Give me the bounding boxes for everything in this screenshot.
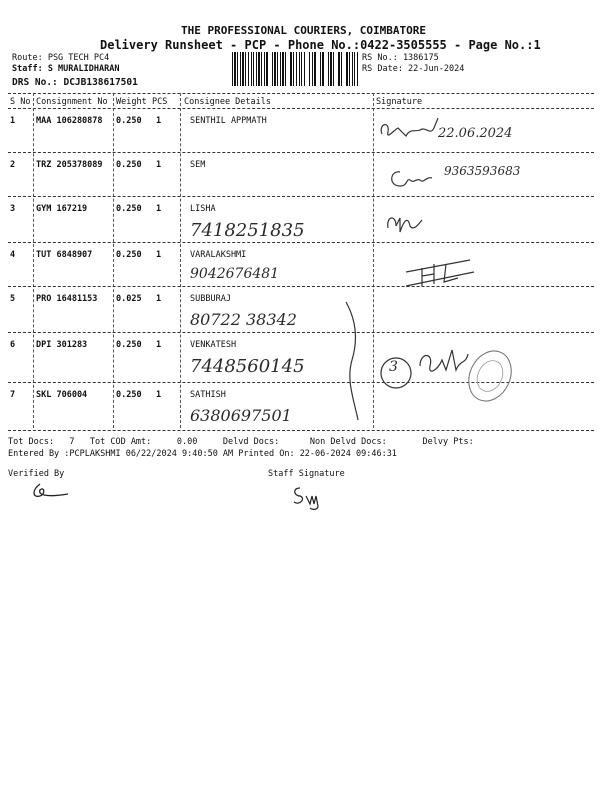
row-divider — [8, 286, 594, 287]
signature-date-1: 22.06.2024 — [438, 126, 513, 141]
signature-row-6 — [372, 340, 512, 410]
row-weight: 0.025 — [116, 294, 142, 304]
route-label: Route: PSG TECH PC4 — [12, 53, 110, 63]
row-pcs: 1 — [156, 390, 162, 400]
col-pcs: PCS — [152, 97, 168, 107]
row-weight: 0.250 — [116, 250, 142, 260]
row-weight: 0.250 — [116, 116, 142, 126]
row-divider — [8, 196, 594, 197]
signature-row-4 — [400, 250, 480, 295]
row-consignee-name: SEM — [190, 160, 206, 170]
row-consignment-no: TUT 6848907 — [36, 250, 93, 260]
row-consignment-no: PRO 16481153 — [36, 294, 98, 304]
row-weight: 0.250 — [116, 204, 142, 214]
row-consignee-name: LISHA — [190, 204, 216, 214]
row-weight: 0.250 — [116, 390, 142, 400]
row-consignment-no: MAA 106280878 — [36, 116, 103, 126]
company-name: THE PROFESSIONAL COURIERS, COIMBATORE — [181, 24, 427, 37]
row-pcs: 1 — [156, 294, 162, 304]
drs-number: DRS No.: DCJB138617501 — [12, 77, 138, 88]
verifier-signature — [28, 478, 78, 504]
row-sno: 7 — [10, 390, 16, 400]
row-weight: 0.250 — [116, 160, 142, 170]
signature-number-6: 3 — [389, 359, 398, 375]
row-sno: 3 — [10, 204, 16, 214]
row-pcs: 1 — [156, 116, 162, 126]
col-weight: Weight — [116, 97, 147, 107]
row-consignee-phone: 80722 38342 — [190, 310, 297, 329]
rs-date: RS Date: 22-Jun-2024 — [362, 64, 465, 74]
col-consignment: Consignment No — [36, 97, 108, 107]
row-consignee-phone: 6380697501 — [190, 406, 292, 425]
row-pcs: 1 — [156, 160, 162, 170]
verified-by-label: Verified By — [8, 469, 65, 479]
row-consignee-phone: 7418251835 — [190, 220, 305, 241]
row-consignment-no: GYM 167219 — [36, 204, 88, 214]
row-divider — [8, 152, 594, 153]
totals-line: Tot Docs: 7 Tot COD Amt: 0.00 Delvd Docs: Non Delvd Docs: Delvy Pts: — [8, 437, 474, 447]
row-consignee-phone: 7448560145 — [190, 356, 305, 377]
row-sno: 2 — [10, 160, 16, 170]
row-pcs: 1 — [156, 250, 162, 260]
staff-label: Staff: S MURALIDHARAN — [12, 64, 120, 74]
brace-mark — [340, 300, 366, 430]
row-consignee-name: SUBBURAJ — [190, 294, 231, 304]
row-sno: 1 — [10, 116, 16, 126]
col-consignee: Consignee Details — [184, 97, 271, 107]
signature-row-2 — [386, 160, 446, 196]
row-consignment-no: DPI 301283 — [36, 340, 88, 350]
row-consignee-phone: 9042676481 — [190, 266, 280, 282]
row-sno: 5 — [10, 294, 16, 304]
row-divider — [8, 242, 594, 243]
signature-phone-2: 9363593683 — [444, 164, 521, 178]
row-consignee-name: SATHISH — [190, 390, 226, 400]
row-consignment-no: SKL 706004 — [36, 390, 88, 400]
col-signature: Signature — [376, 97, 423, 107]
row-pcs: 1 — [156, 340, 162, 350]
entered-by-line: Entered By :PCPLAKSHMI 06/22/2024 9:40:50 AM Printed On: 22-06-2024 09:46:31 — [8, 449, 397, 459]
rs-number: RS No.: 1386175 — [362, 53, 439, 63]
row-sno: 6 — [10, 340, 16, 350]
staff-signature-label: Staff Signature — [268, 469, 345, 479]
row-consignment-no: TRZ 205378089 — [36, 160, 103, 170]
row-weight: 0.250 — [116, 340, 142, 350]
staff-signature — [290, 482, 330, 512]
row-sno: 4 — [10, 250, 16, 260]
signature-row-3 — [380, 206, 430, 240]
row-consignee-name: SENTHIL APPMATH — [190, 116, 267, 126]
row-divider — [8, 332, 594, 333]
row-consignee-name: VARALAKSHMI — [190, 250, 247, 260]
page-title: Delivery Runsheet - PCP - Phone No.:0422-3505555 - Page No.:1 — [100, 38, 541, 52]
row-pcs: 1 — [156, 204, 162, 214]
row-consignee-name: VENKATESH — [190, 340, 237, 350]
col-sno: S No — [10, 97, 31, 107]
